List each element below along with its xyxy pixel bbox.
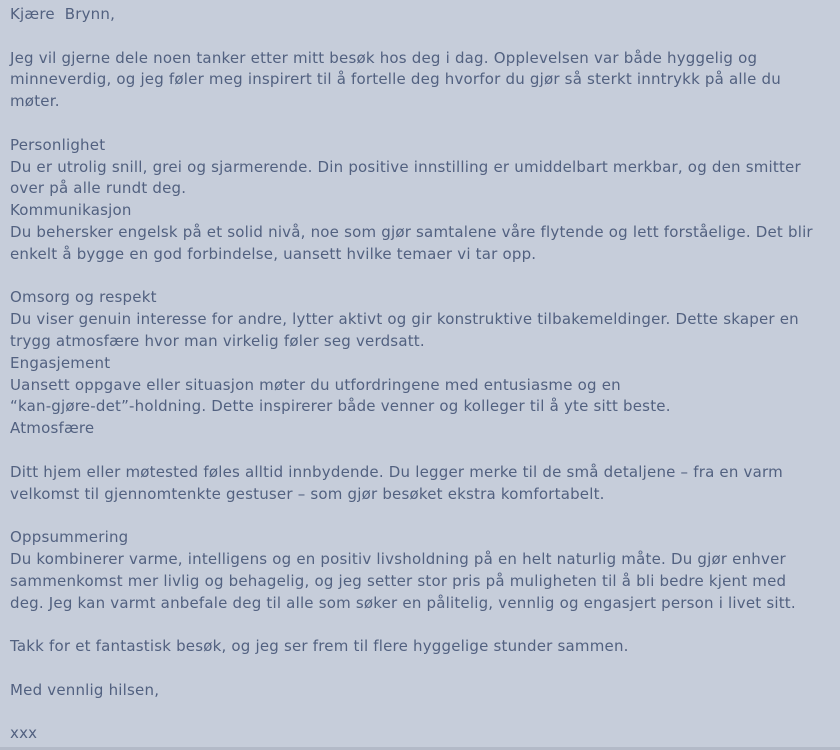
letter-line <box>10 266 832 288</box>
letter-line: Atmosfære <box>10 419 95 438</box>
letter-line: Takk for et fantastisk besøk, og jeg ser frem til flere hyggelige stunder sammen. <box>10 637 629 656</box>
letter-line: Med vennlig hilsen, <box>10 680 160 699</box>
letter-line: xxx <box>10 724 38 743</box>
letter-line: over på alle rundt deg. <box>10 179 187 198</box>
letter-line <box>10 26 832 48</box>
letter-line: Du viser genuin interesse for andre, lytter aktivt og gir konstruktive tilbakemeldinger. Dette skaper en <box>10 310 799 329</box>
letter-line: Omsorg og respekt <box>10 288 157 307</box>
letter-line <box>10 658 832 680</box>
letter-line: Personlighet <box>10 135 106 154</box>
letter-line <box>10 440 832 462</box>
letter-line: Ditt hjem eller møtested føles alltid innbydende. Du legger merke til de små detaljene – fra en varm <box>10 462 783 481</box>
letter-line: Kommunikasjon <box>10 201 132 220</box>
letter-line: Oppsummering <box>10 528 129 547</box>
letter-line <box>10 614 832 636</box>
letter-line: velkomst til gjennomtenkte gestuser – som gjør besøket ekstra komfortabelt. <box>10 484 605 503</box>
letter-line: Kjære Brynn, <box>10 5 116 23</box>
letter-line: minneverdig, og jeg føler meg inspirert til å fortelle deg hvorfor du gjør så sterkt inntrykk på alle du <box>10 70 781 89</box>
letter-line <box>10 505 832 527</box>
letter-line: Du er utrolig snill, grei og sjarmerende. Din positive innstilling er umiddelbart merkbar, og den smitter <box>10 157 801 176</box>
letter-line <box>10 702 832 724</box>
letter-line: Du behersker engelsk på et solid nivå, noe som gjør samtalene våre flytende og lett forståelige. Det blir <box>10 222 813 241</box>
letter-line: Du kombinerer varme, intelligens og en positiv livsholdning på en helt naturlig måte. Du gjør enhver <box>10 549 786 568</box>
letter-line: sammenkomst mer livlig og behagelig, og jeg setter stor pris på muligheten til å bli bedre kjent med <box>10 571 787 590</box>
letter-line: Jeg vil gjerne dele noen tanker etter mitt besøk hos deg i dag. Opplevelsen var både hyggelig og <box>10 48 758 67</box>
letter-line <box>10 113 832 135</box>
letter-line: Engasjement <box>10 353 111 372</box>
letter-line: Uansett oppgave eller situasjon møter du utfordringene med entusiasme og en <box>10 375 621 394</box>
letter-line: “kan-gjøre-det”-holdning. Dette inspirerer både venner og kolleger til å yte sitt beste. <box>10 397 671 416</box>
letter-line: deg. Jeg kan varmt anbefale deg til alle som søker en pålitelig, vennlig og engasjert person i livet sitt. <box>10 593 796 612</box>
letter-line: møter. <box>10 92 60 111</box>
letter-line: trygg atmosfære hvor man virkelig føler seg verdsatt. <box>10 331 425 350</box>
letter-line: enkelt å bygge en god forbindelse, uansett hvilke temaer vi tar opp. <box>10 244 537 263</box>
